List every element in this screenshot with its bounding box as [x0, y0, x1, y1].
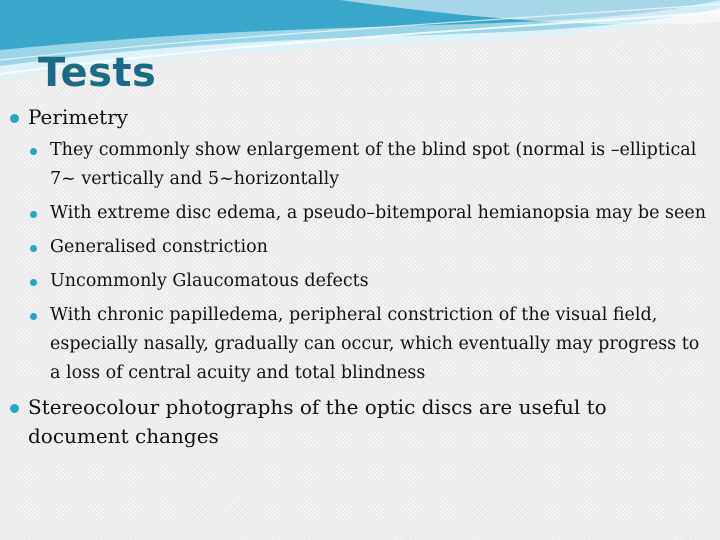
- sub-bullet-text: Generalised constriction: [50, 237, 268, 257]
- sub-bullet: [30, 199, 710, 228]
- sub-bullet: [30, 267, 710, 296]
- bullet-text: Stereocolour photographs of the optic discs are useful to document changes: [28, 395, 607, 448]
- bullet-text: Perimetry: [28, 105, 129, 129]
- perimetry-sub-list: [30, 136, 710, 388]
- bullet-stereocolour-photographs: [10, 393, 710, 451]
- bullet-dot-icon: [30, 279, 37, 286]
- bullet-dot-icon: [30, 313, 37, 320]
- bullet-dot-icon: [30, 245, 37, 252]
- bullet-dot-icon: [30, 148, 37, 155]
- sub-bullet: [30, 136, 710, 194]
- sub-bullet-text: With chronic papilledema, peripheral constriction of the visual field, especially nasally, gradually can occur, which eventually may progress to a loss of central acuity and total blindness: [50, 305, 700, 383]
- bullet-dot-icon: [10, 114, 19, 123]
- bullet-perimetry: [10, 103, 710, 132]
- sub-bullet: [30, 301, 710, 388]
- slide-title: Tests: [38, 50, 157, 96]
- slide-content: [10, 103, 710, 455]
- sub-bullet-text: Uncommonly Glaucomatous defects: [50, 271, 369, 291]
- sub-bullet-text: They commonly show enlargement of the blind spot (normal is –elliptical 7~ vertically and 5~horizontally: [50, 140, 697, 189]
- sub-bullet-text: With extreme disc edema, a pseudo–bitemporal hemianopsia may be seen: [50, 203, 707, 223]
- bullet-dot-icon: [10, 404, 19, 413]
- bullet-dot-icon: [30, 211, 37, 218]
- sub-bullet: [30, 233, 710, 262]
